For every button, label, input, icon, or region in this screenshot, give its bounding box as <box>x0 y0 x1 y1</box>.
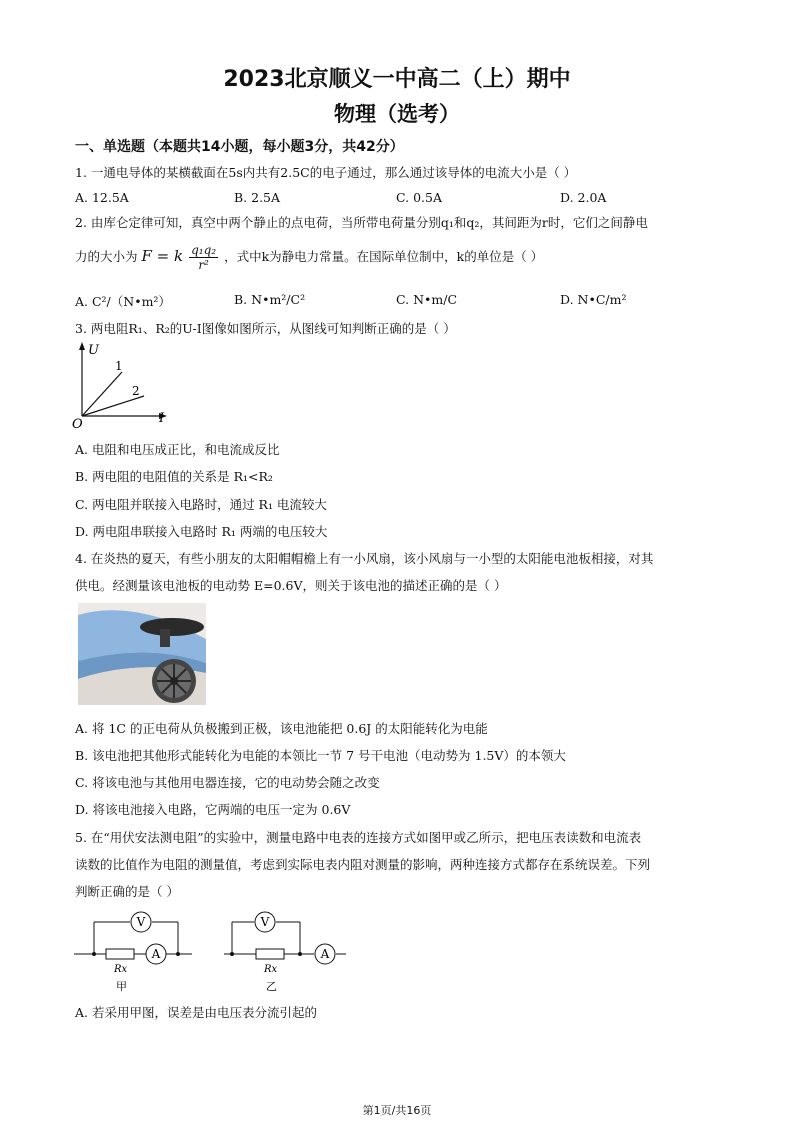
question-1-option-d: D. 2.0A <box>560 190 607 205</box>
question-5-stem-line2: 读数的比值作为电阻的测量值，考虑到实际电表内阻对测量的影响，两种连接方式都存在系统误差。下列 <box>75 857 651 872</box>
question-1-stem: 1. 一通电导体的某横截面在5s内共有2.5C的电子通过，那么通过该导体的电流大小是（ ） <box>75 165 577 180</box>
ammeter-b-label: A <box>320 947 330 961</box>
question-4-stem-line2: 供电。经测量该电池板的电动势 E=0.6V，则关于该电池的描述正确的是（ ） <box>75 578 507 593</box>
question-2-stem-pre: 力的大小为 <box>75 249 138 264</box>
circuit-a-caption: 甲 <box>116 980 127 992</box>
coulomb-formula-fraction <box>189 243 218 272</box>
coulomb-formula-lhs: F = k <box>141 247 184 265</box>
question-1-option-c: C. 0.5A <box>396 190 442 205</box>
graph-x-axis-label: I <box>159 411 165 426</box>
exam-title: 2023北京顺义一中高二（上）期中 <box>223 67 571 92</box>
voltmeter-b-label: V <box>260 915 270 929</box>
question-4-stem-line1: 4. 在炎热的夏天，有些小朋友的太阳帽帽檐上有一小风扇，该小风扇与一小型的太阳能电池板相接，对其 <box>75 551 654 566</box>
question-3-option-b: B. 两电阻的电阻值的关系是 R₁<R₂ <box>75 469 273 484</box>
question-3-option-a: A. 电阻和电压成正比，和电流成反比 <box>75 442 280 457</box>
question-5-option-a: A. 若采用甲图，误差是由电压表分流引起的 <box>75 1005 317 1020</box>
question-2-option-c: C. N•m/C <box>396 292 458 307</box>
question-1-option-b: B. 2.5A <box>234 190 281 205</box>
question-2-option-d: D. N•C/m² <box>560 292 627 307</box>
resistor-a-label: Rx <box>114 964 128 975</box>
ui-graph-figure <box>70 338 180 430</box>
graph-y-axis-label: U <box>88 343 99 358</box>
ammeter-a-label: A <box>151 947 161 961</box>
question-5-stem-line1: 5. 在“用伏安法测电阻”的实验中，测量电路中电表的连接方式如图甲或乙所示，把电压表读数和电流表 <box>75 830 642 845</box>
resistor-b-label: Rx <box>264 964 278 975</box>
exam-subtitle: 物理（选考） <box>334 102 460 126</box>
question-4-option-a: A. 将 1C 的正电荷从负极搬到正极，该电池能把 0.6J 的太阳能转化为电能 <box>75 721 488 736</box>
formula-denominator: r² <box>198 258 209 272</box>
question-2-option-b: B. N•m²/C² <box>234 292 306 307</box>
voltmeter-a-label: V <box>136 915 146 929</box>
solar-fan-cap-photo <box>78 603 206 705</box>
question-1-option-a: A. 12.5A <box>75 190 129 205</box>
question-4-option-c: C. 将该电池与其他用电器连接，它的电动势会随之改变 <box>75 775 380 790</box>
question-2-option-a: A. C²/（N•m²） <box>75 294 171 309</box>
question-2-stem-line1: 2. 由库仑定律可知，真空中两个静止的点电荷，当所带电荷量分别q₁和q₂，其间距为r时，它们之间静电 <box>75 215 648 230</box>
circuit-b-caption: 乙 <box>266 980 277 992</box>
circuit-diagram-b <box>222 906 352 992</box>
formula-numerator: q₁q₂ <box>191 243 217 257</box>
question-4-option-b: B. 该电池把其他形式能转化为电能的本领比一节 7 号干电池（电动势为 1.5V）的本领大 <box>75 748 566 763</box>
page-number: 第1页/共16页 <box>362 1104 432 1117</box>
graph-line-2-label: 2 <box>132 384 140 398</box>
graph-line-1-label: 1 <box>115 359 123 373</box>
question-3-option-d: D. 两电阻串联接入电路时 R₁ 两端的电压较大 <box>75 524 328 539</box>
circuit-diagram-a <box>72 906 202 992</box>
graph-origin-label: O <box>72 417 83 430</box>
question-4-option-d: D. 将该电池接入电路，它两端的电压一定为 0.6V <box>75 802 351 817</box>
section-heading: 一、单选题（本题共14小题，每小题3分，共42分） <box>75 139 404 155</box>
question-2-stem-post: ，式中k为静电力常量。在国际单位制中，k的单位是（ ） <box>224 249 544 264</box>
question-2-stem-line2 <box>75 243 543 272</box>
question-5-stem-line3: 判断正确的是（ ） <box>75 884 179 899</box>
question-3-option-c: C. 两电阻并联接入电路时，通过 R₁ 电流较大 <box>75 497 327 512</box>
question-3-stem: 3. 两电阻R₁、R₂的U-I图像如图所示，从图线可知判断正确的是（ ） <box>75 321 456 336</box>
